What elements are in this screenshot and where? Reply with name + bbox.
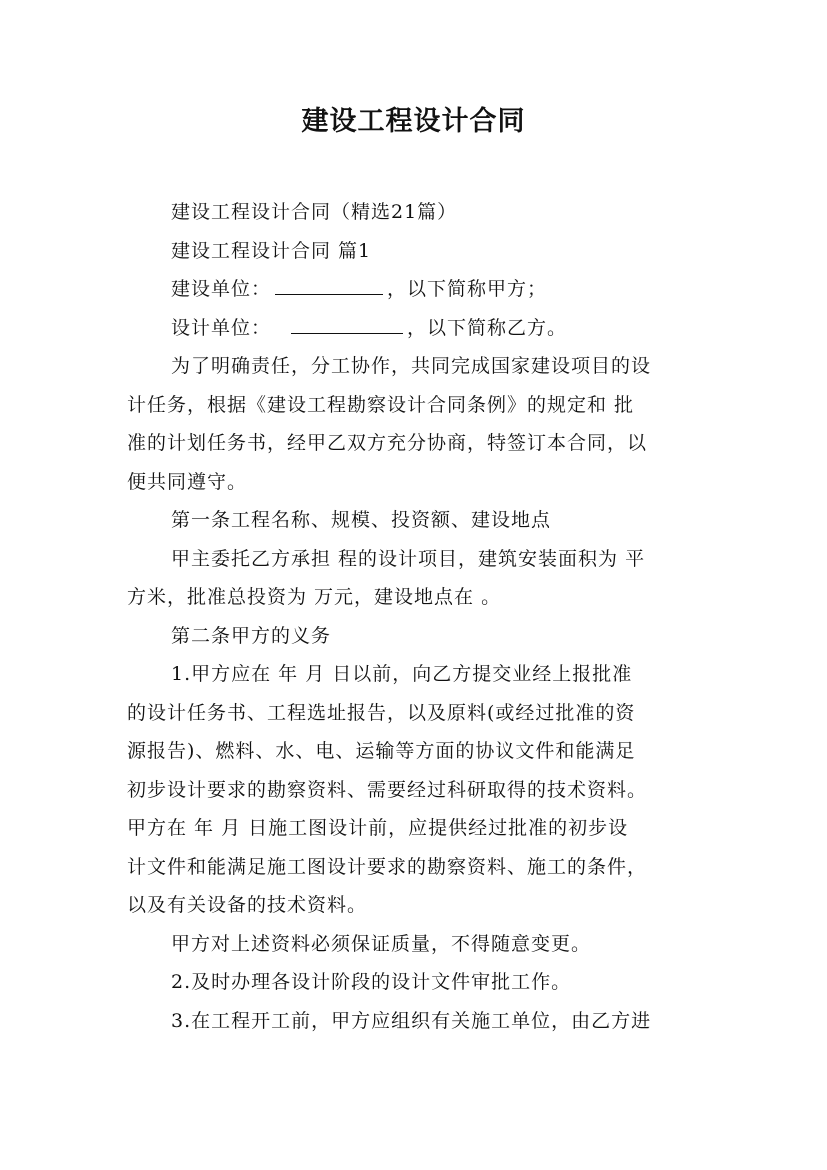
party-a-label: 建设单位： [171, 278, 272, 300]
document-title: 建设工程设计合同 [301, 106, 526, 137]
document-subtitle: 建设工程设计合同（精选21篇） [171, 201, 458, 223]
chapter-heading: 建设工程设计合同 篇1 [171, 239, 372, 262]
article-1-line: 方米，批准总投资为 万元，建设地点在 。 [127, 586, 502, 608]
party-a-blank [275, 272, 383, 295]
article-2-heading: 第二条甲方的义务 [171, 624, 332, 647]
article-2-item-1-line: 甲方在 年 月 日施工图设计前，应提供经过批准的初步设 [127, 817, 629, 839]
article-2-item-1-line: 以及有关设备的技术资料。 [127, 894, 368, 916]
party-a-line [127, 270, 707, 309]
preamble-line: 计任务，根据《建设工程勘察设计合同条例》的规定和 批 [127, 393, 635, 416]
article-1-heading: 第一条工程名称、规模、投资额、建设地点 [171, 509, 552, 531]
document-body [127, 193, 707, 1040]
article-2-item-1-line: 初步设计要求的勘察资料、需要经过科研取得的技术资料。 [127, 778, 648, 801]
article-2-item-1-line: 1.甲方应在 年 月 日以前，向乙方提交业经上报批准 [171, 663, 633, 685]
party-b-line [127, 309, 707, 348]
party-b-blank [291, 311, 403, 334]
party-b-suffix: ，以下简称乙方。 [407, 316, 568, 339]
article-2-item-1-line: 的设计任务书、工程选址报告，以及原料(或经过批准的资 [127, 701, 636, 724]
article-2-item-3: 3.在工程开工前，甲方应组织有关施工单位，由乙方进 [171, 1009, 652, 1032]
preamble-line: 便共同遵守。 [127, 470, 248, 493]
party-b-label: 设计单位： [171, 316, 272, 339]
article-2-item-2: 2.及时办理各设计阶段的设计文件审批工作。 [171, 971, 572, 993]
article-2-item-1-line: 计文件和能满足施工图设计要求的勘察资料、施工的条件， [127, 855, 648, 878]
preamble-line: 为了明确责任，分工协作，共同完成国家建设项目的设 [171, 355, 652, 377]
party-a-suffix: ，以下简称甲方； [387, 278, 548, 300]
article-1-line: 甲主委托乙方承担 程的设计项目，建筑安装面积为 平 [171, 547, 646, 570]
article-2-item-1-line: 源报告)、燃料、水、电、运输等方面的协议文件和能满足 [127, 740, 636, 762]
preamble-line: 准的计划任务书，经甲乙双方充分协商，特签订本合同，以 [127, 432, 648, 454]
article-2-quality-note: 甲方对上述资料必须保证质量，不得随意变更。 [171, 932, 592, 955]
